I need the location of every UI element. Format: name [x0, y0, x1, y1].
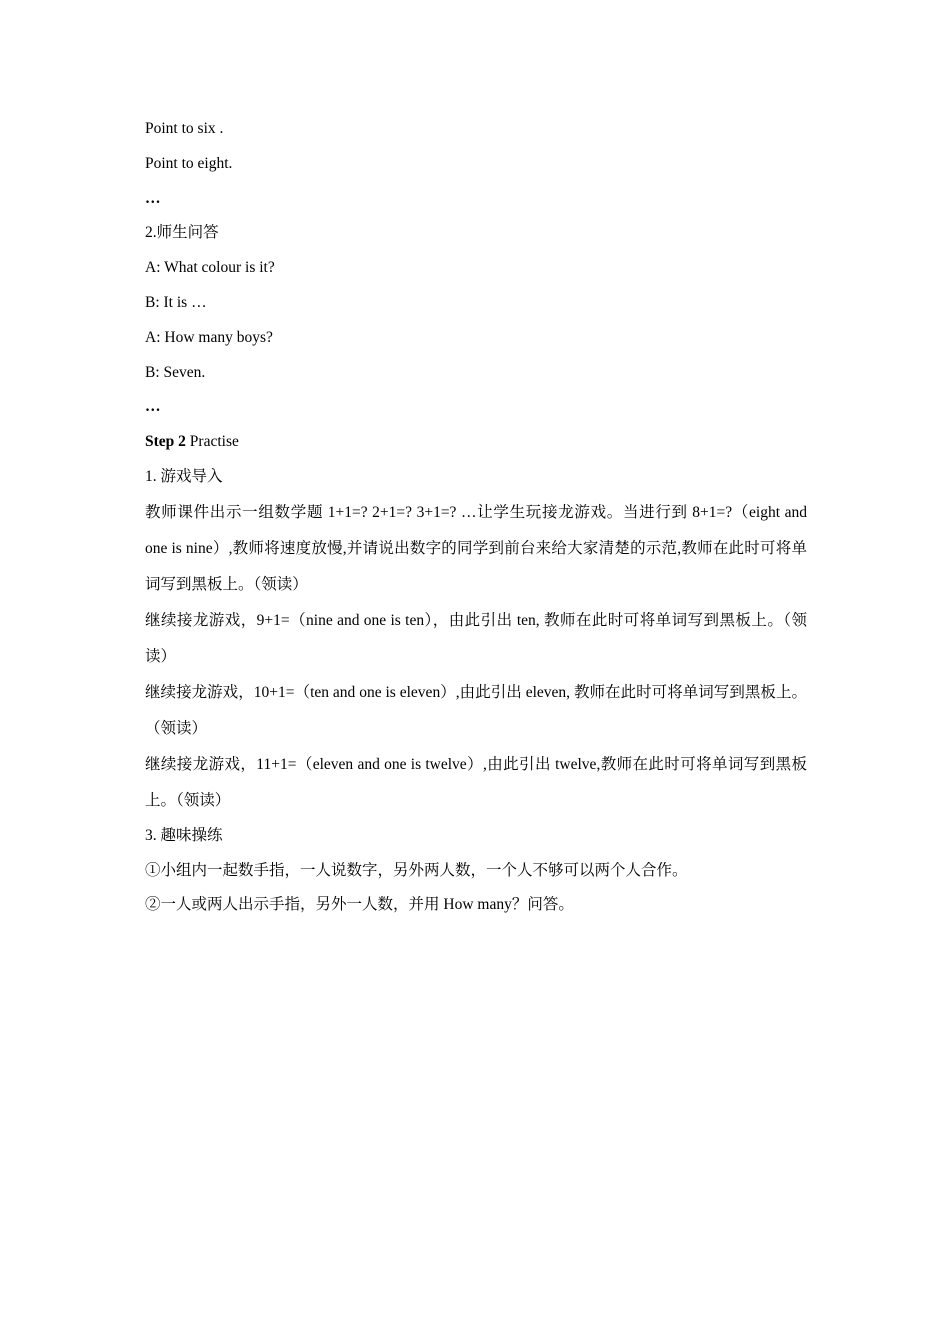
- game-paragraph-1: 教师课件出示一组数学题 1+1=? 2+1=? 3+1=? …让学生玩接龙游戏。当进行到 8+1=?（eight and one is nine）,教师将速度放慢,并请说出数字的同学到前台来给大家清楚的示范,教师在此时可将单词写到黑板上。（领读）: [145, 503, 807, 593]
- game-intro-heading: 1. 游戏导入: [145, 467, 223, 485]
- qa-line-b1: B: It is …: [145, 293, 207, 311]
- drill-item-2: ②一人或两人出示手指，另外一人数，并用 How many？问答。: [145, 896, 574, 914]
- text-line-point-six: Point to six .: [145, 120, 224, 137]
- game-paragraph-3: 继续接龙游戏，10+1=（ten and one is eleven）,由此引出 eleven, 教师在此时可将单词写到黑板上。（领读）: [145, 683, 807, 737]
- document-body: [145, 112, 807, 923]
- step2-title: Practise: [189, 433, 239, 451]
- step2-heading: [145, 425, 807, 460]
- qa-line-b2: B: Seven.: [145, 363, 206, 381]
- ellipsis-line: …: [145, 398, 162, 416]
- qa-line-a2: A: How many boys?: [145, 328, 273, 346]
- qa-line-a1: A: What colour is it?: [145, 259, 275, 277]
- game-paragraph-4: 继续接龙游戏，11+1=（eleven and one is twelve）,由此引出 twelve,教师在此时可将单词写到黑板上。（领读）: [145, 755, 807, 809]
- game-paragraph-2: 继续接龙游戏，9+1=（nine and one is ten），由此引出 ten, 教师在此时可将单词写到黑板上。（领读）: [145, 611, 807, 665]
- qa-heading: 2.师生问答: [145, 224, 219, 242]
- drill-item-1: ①小组内一起数手指，一人说数字，另外两人数，一个人不够可以两个人合作。: [145, 861, 688, 879]
- step2-label: Step 2: [145, 433, 186, 451]
- ellipsis-line: …: [145, 189, 162, 207]
- text-line-point-eight: Point to eight.: [145, 154, 233, 172]
- fun-drill-heading: 3. 趣味操练: [145, 826, 223, 844]
